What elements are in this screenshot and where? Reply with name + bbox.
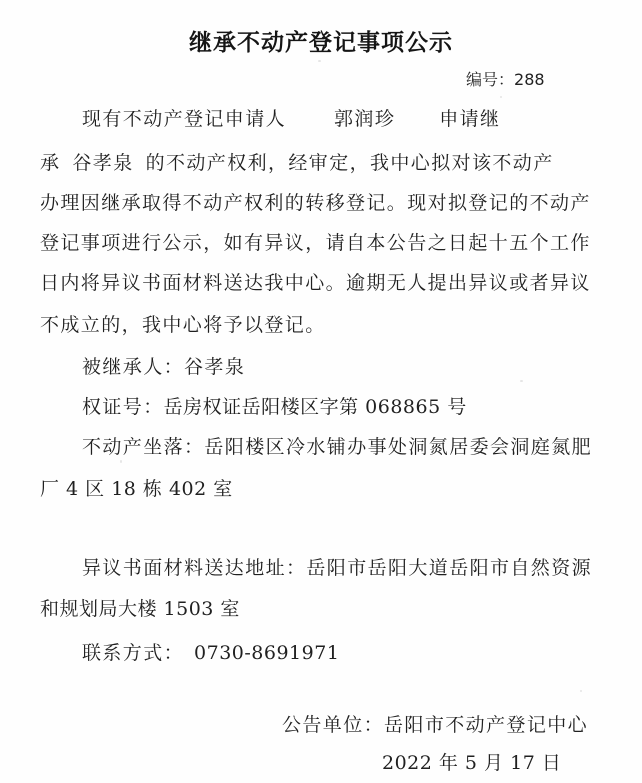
text-segment: 承 xyxy=(40,152,61,174)
serial-number xyxy=(466,67,545,90)
text-segment: 现有不动产登记申请人 xyxy=(82,108,287,130)
location-value-line-2: 厂 4 区 18 栋 402 室 xyxy=(40,478,233,500)
text-segment: 的不动产权利，经审定，我中心拟对该不动产 xyxy=(145,152,554,174)
paragraph-line-2 xyxy=(40,148,554,175)
issuer-value: 岳阳市不动产登记中心 xyxy=(384,714,589,736)
paragraph-line-5: 日内将异议书面材料送达我中心。逾期无人提出异议或者异议 xyxy=(40,272,591,294)
address-value-line-1: 岳阳市岳阳大道岳阳市自然资源 xyxy=(306,557,593,579)
document-title: 继承不动产登记事项公示 xyxy=(189,30,453,56)
decedent-value: 谷孝泉 xyxy=(184,356,246,378)
scan-speck xyxy=(500,96,502,98)
certificate-row xyxy=(82,392,467,419)
scan-speck xyxy=(120,460,122,463)
paragraph-line-6: 不成立的，我中心将予以登记。 xyxy=(40,314,326,336)
serial-label: 编号： xyxy=(466,70,515,89)
decedent-row xyxy=(82,352,245,379)
issue-date: 2022 年 5 月 17 日 xyxy=(382,752,562,774)
issuer-row xyxy=(282,710,588,737)
certificate-label: 权证号： xyxy=(82,396,164,418)
decedent-name-inline: 谷孝泉 xyxy=(72,152,134,174)
contact-value: 0730-8691971 xyxy=(194,642,340,664)
contact-row xyxy=(82,638,339,665)
location-value-line-1: 岳阳楼区冷水铺办事处洞氮居委会洞庭氮肥 xyxy=(204,436,593,458)
applicant-name: 郭润珍 xyxy=(334,108,396,130)
contact-label: 联系方式： xyxy=(82,642,185,664)
decedent-label: 被继承人： xyxy=(82,356,185,378)
certificate-value: 岳房权证岳阳楼区字第 068865 号 xyxy=(163,396,467,418)
issuer-label: 公告单位： xyxy=(282,714,385,736)
scan-speck xyxy=(580,690,582,692)
paragraph-line-4: 登记事项进行公示，如有异议，请自本公告之日起十五个工作 xyxy=(40,232,591,254)
scan-speck xyxy=(318,60,321,62)
scan-speck xyxy=(520,380,523,382)
paragraph-line-3: 办理因继承取得不动产权利的转移登记。现对拟登记的不动产 xyxy=(40,192,591,214)
address-value-line-2: 和规划局大楼 1503 室 xyxy=(40,598,240,620)
location-label: 不动产坐落： xyxy=(82,436,205,458)
address-label: 异议书面材料送达地址： xyxy=(82,557,307,579)
paragraph-line-1 xyxy=(82,104,500,131)
address-row xyxy=(82,553,592,580)
text-segment: 申请继 xyxy=(439,108,501,130)
location-row xyxy=(82,432,592,459)
serial-value: 288 xyxy=(514,70,545,89)
